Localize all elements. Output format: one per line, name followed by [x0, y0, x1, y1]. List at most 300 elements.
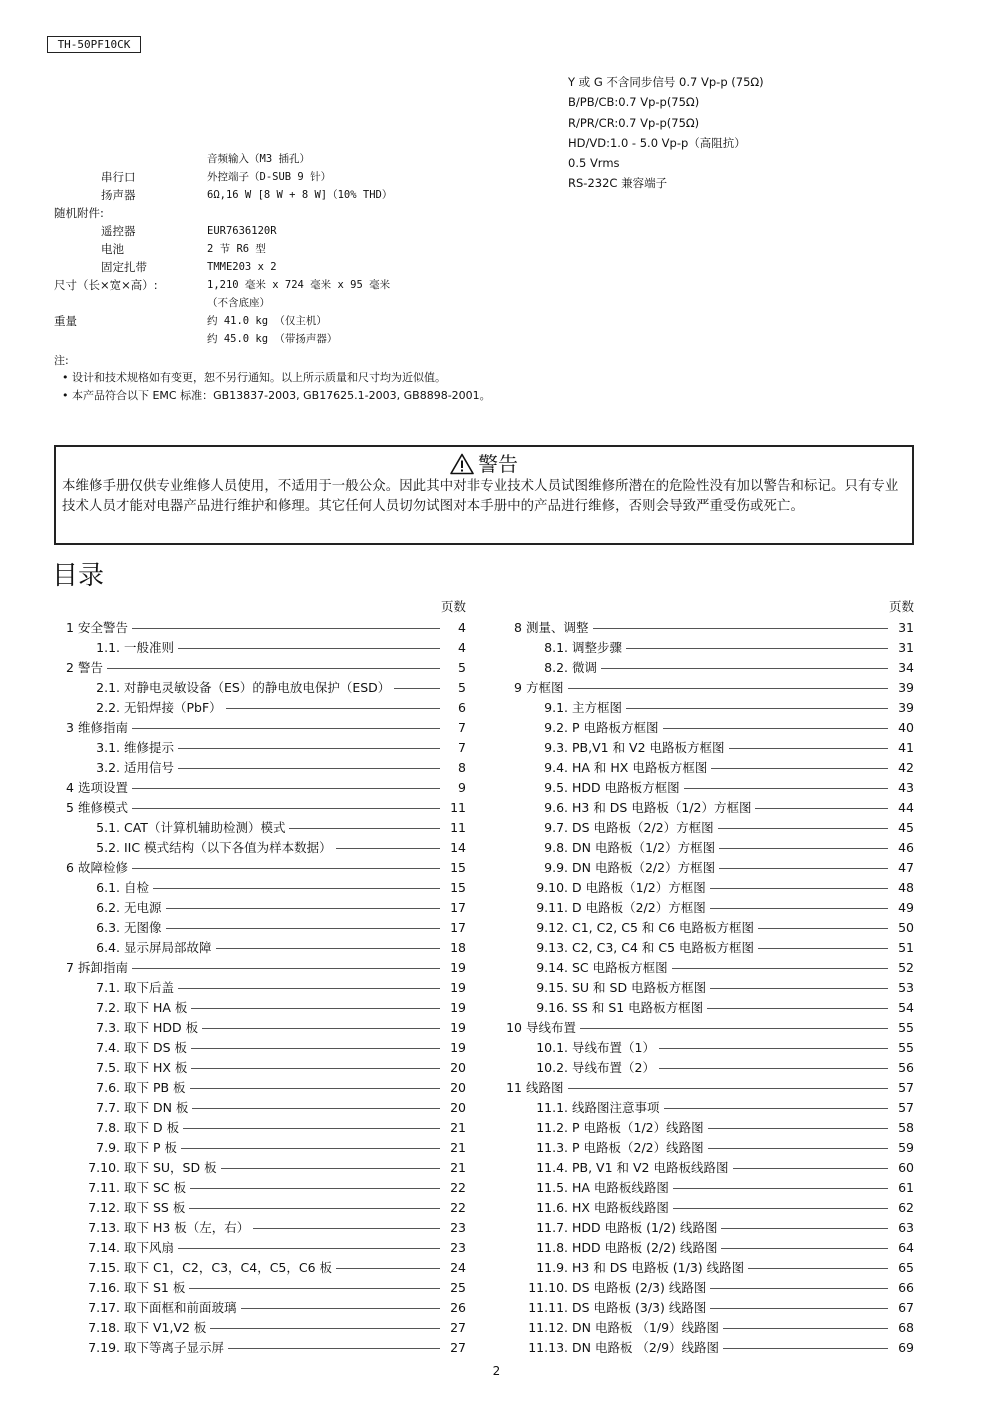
- toc-leader-line: [132, 728, 440, 729]
- toc-entry-title: 选项设置: [78, 780, 129, 795]
- toc-leader-line: [216, 948, 440, 949]
- toc-entry-page: 51: [898, 939, 914, 955]
- toc-entry[interactable]: [52, 1237, 466, 1257]
- warning-triangle-icon: [450, 453, 474, 475]
- toc-entry-page: 49: [898, 899, 914, 915]
- toc-entry-title: C2, C3, C4 和 C5 电路板方框图: [572, 940, 755, 955]
- toc-list: [500, 617, 914, 1357]
- toc-entry-title: 无铅焊接（PbF）: [124, 700, 222, 715]
- toc-entry-title: 维修指南: [78, 720, 129, 735]
- toc-entry[interactable]: [52, 717, 466, 737]
- toc-leader-line: [166, 928, 440, 929]
- toc-entry-number: 10: [506, 1019, 522, 1035]
- toc-entry[interactable]: [52, 637, 466, 657]
- toc-entry[interactable]: [52, 817, 466, 837]
- toc-entry[interactable]: [500, 637, 914, 657]
- toc-entry[interactable]: [52, 1197, 466, 1217]
- toc-entry[interactable]: [52, 1117, 466, 1137]
- toc-entry[interactable]: [52, 617, 466, 637]
- toc-leader-line: [710, 888, 888, 889]
- toc-entry[interactable]: [52, 1097, 466, 1117]
- toc-entry[interactable]: [500, 1217, 914, 1237]
- toc-entry-title: 自检: [124, 880, 150, 895]
- toc-entry-number: 11.11.: [528, 1299, 568, 1315]
- toc-entry[interactable]: [52, 877, 466, 897]
- toc-entry-page: 4: [458, 619, 466, 635]
- toc-entry-title: IIC 模式结构（以下各值为样本数据）: [124, 840, 332, 855]
- spec-label: 随机附件:: [54, 206, 104, 220]
- toc-entry-title: 一般准则: [124, 640, 175, 655]
- toc-entry-number: 5: [66, 799, 74, 815]
- toc-entry-page: 31: [898, 619, 914, 635]
- toc-entry[interactable]: [500, 617, 914, 637]
- spec-line: R/PR/CR:0.7 Vp-p(75Ω): [568, 115, 700, 130]
- toc-entry-title: SS 和 S1 电路板方框图: [572, 1000, 704, 1015]
- spec-value: 约 41.0 kg （仅主机）: [207, 315, 327, 327]
- toc-entry-page: 66: [898, 1279, 914, 1295]
- toc-entry[interactable]: [52, 1017, 466, 1037]
- toc-entry-page: 42: [898, 759, 914, 775]
- toc-entry-page: 65: [898, 1259, 914, 1275]
- toc-entry-number: 11.8.: [536, 1239, 568, 1255]
- toc-leader-line: [711, 768, 888, 769]
- toc-leader-line: [659, 1048, 888, 1049]
- toc-entry[interactable]: [500, 1157, 914, 1177]
- toc-entry[interactable]: [52, 1077, 466, 1097]
- toc-entry[interactable]: [52, 1037, 466, 1057]
- toc-entry-page: 59: [898, 1139, 914, 1155]
- toc-entry[interactable]: [500, 1257, 914, 1277]
- toc-entry-page: 63: [898, 1219, 914, 1235]
- toc-entry[interactable]: [500, 677, 914, 697]
- toc-leader-line: [664, 1108, 888, 1109]
- toc-leader-line: [748, 1268, 888, 1269]
- toc-entry-number: 7.5.: [96, 1059, 120, 1075]
- toc-leader-line: [210, 1328, 440, 1329]
- toc-leader-line: [723, 1348, 888, 1349]
- toc-entry-title: 导线布置: [526, 1020, 577, 1035]
- spec-value: 约 45.0 kg （带扬声器）: [207, 333, 338, 345]
- toc-entry-title: C1, C2, C5 和 C6 电路板方框图: [572, 920, 755, 935]
- spec-value: 1,210 毫米 x 724 毫米 x 95 毫米: [207, 279, 391, 291]
- toc-leader-line: [755, 808, 888, 809]
- toc-entry-title: 取下 DN 板: [124, 1100, 189, 1115]
- toc-entry-page: 61: [898, 1179, 914, 1195]
- toc-leader-line: [190, 1088, 440, 1089]
- toc-entry-title: DN 电路板（2/2）方框图: [572, 860, 716, 875]
- toc-leader-line: [189, 1208, 440, 1209]
- toc-entry[interactable]: [52, 1177, 466, 1197]
- toc-entry[interactable]: [52, 997, 466, 1017]
- toc-leader-line: [289, 828, 440, 829]
- toc-leader-line: [568, 688, 888, 689]
- toc-entry-number: 9.8.: [544, 839, 568, 855]
- spec-row: [54, 186, 654, 204]
- toc-entry-page: 46: [898, 839, 914, 855]
- toc-leader-line: [663, 728, 888, 729]
- toc-entry[interactable]: [52, 1317, 466, 1337]
- toc-entry-title: 线路图注意事项: [572, 1100, 660, 1115]
- toc-entry[interactable]: [52, 1337, 466, 1357]
- spec-line: Y 或 G 不含同步信号 0.7 Vp-p (75Ω): [568, 75, 764, 89]
- toc-leader-line: [394, 688, 440, 689]
- toc-leader-line: [336, 1268, 440, 1269]
- toc-entry-number: 2: [66, 659, 74, 675]
- toc-entry-number: 7.17.: [88, 1299, 120, 1315]
- toc-entry[interactable]: [52, 837, 466, 857]
- toc-leader-line: [580, 1028, 888, 1029]
- toc-entry-title: 无图像: [124, 920, 162, 935]
- toc-entry-title: HDD 电路板方框图: [572, 780, 680, 795]
- toc-entry[interactable]: [52, 737, 466, 757]
- toc-entry[interactable]: [500, 857, 914, 877]
- toc-entry-number: 11: [506, 1079, 522, 1095]
- toc-entry-title: 取下后盖: [124, 980, 175, 995]
- spec-row: [54, 222, 654, 240]
- toc-entry-title: 取下 S1 板: [124, 1280, 186, 1295]
- toc-entry-page: 20: [450, 1079, 466, 1095]
- toc-entry-page: 53: [898, 979, 914, 995]
- toc-leader-line: [178, 1248, 440, 1249]
- toc-entry-number: 7.2.: [96, 999, 120, 1015]
- toc-list: [52, 617, 466, 1357]
- toc-entry-page: 14: [450, 839, 466, 855]
- toc-entry-page: 21: [450, 1119, 466, 1135]
- toc-entry[interactable]: [500, 1237, 914, 1257]
- toc-entry-number: 9.16.: [536, 999, 568, 1015]
- toc-entry-number: 6.4.: [96, 939, 120, 955]
- toc-entry[interactable]: [52, 757, 466, 777]
- toc-leader-line: [659, 1068, 888, 1069]
- toc-leader-line: [192, 1108, 440, 1109]
- toc-entry-number: 6.3.: [96, 919, 120, 935]
- toc-entry-title: CAT（计算机辅助检测）模式: [124, 820, 286, 835]
- toc-leader-line: [719, 848, 888, 849]
- toc-entry-title: 取下 D 板: [124, 1120, 180, 1135]
- toc-leader-line: [226, 708, 440, 709]
- toc-leader-line: [181, 1148, 440, 1149]
- toc-entry-number: 2.1.: [96, 679, 120, 695]
- toc-leader-line: [684, 788, 888, 789]
- toc-entry-page: 21: [450, 1139, 466, 1155]
- toc-entry-page: 9: [458, 779, 466, 795]
- toc-entry-page: 19: [450, 979, 466, 995]
- toc-leader-line: [336, 848, 440, 849]
- toc-entry-page: 52: [898, 959, 914, 975]
- toc-entry-number: 7.14.: [88, 1239, 120, 1255]
- toc-entry-page: 23: [450, 1219, 466, 1235]
- toc-leader-line: [710, 1308, 888, 1309]
- note-item: • 本产品符合以下 EMC 标准：GB13837-2003, GB17625.1-2003, GB8898-2001。: [62, 389, 491, 402]
- toc-leader-line: [132, 788, 440, 789]
- toc-entry[interactable]: [52, 657, 466, 677]
- toc-entry[interactable]: [500, 997, 914, 1017]
- toc-entry-page: 21: [450, 1159, 466, 1175]
- toc-entry-page: 20: [450, 1059, 466, 1075]
- spec-label: 串行口: [101, 170, 136, 184]
- toc-entry[interactable]: [500, 877, 914, 897]
- toc-entry-title: 取下 HA 板: [124, 1000, 188, 1015]
- toc-entry[interactable]: [52, 897, 466, 917]
- toc-leader-line: [672, 968, 888, 969]
- spec-row: [54, 150, 654, 168]
- toc-leader-line: [178, 748, 440, 749]
- toc-entry[interactable]: [500, 837, 914, 857]
- toc-entry-number: 3: [66, 719, 74, 735]
- toc-entry-title: 线路图: [526, 1080, 564, 1095]
- toc-entry-title: 取下 H3 板（左，右）: [124, 1220, 250, 1235]
- toc-entry-number: 11.6.: [536, 1199, 568, 1215]
- toc-entry[interactable]: [500, 977, 914, 997]
- toc-entry-title: HX 电路板线路图: [572, 1200, 669, 1215]
- toc-entry-number: 9.4.: [544, 759, 568, 775]
- toc-entry-page: 45: [898, 819, 914, 835]
- toc-entry-page: 26: [450, 1299, 466, 1315]
- toc-entry-number: 4: [66, 779, 74, 795]
- toc-entry-title: 导线布置（2）: [572, 1060, 655, 1075]
- spec-line: HD/VD:1.0 - 5.0 Vp-p（高阻抗）: [568, 135, 746, 150]
- toc-entry-number: 9.14.: [536, 959, 568, 975]
- toc-entry-number: 11.3.: [536, 1139, 568, 1155]
- toc-entry-title: 微调: [572, 660, 598, 675]
- toc-entry-title: 取下 C1，C2，C3，C4，C5，C6 板: [124, 1260, 333, 1275]
- toc-entry-page: 19: [450, 999, 466, 1015]
- toc-leader-line: [707, 1008, 888, 1009]
- toc-entry[interactable]: [500, 1137, 914, 1157]
- toc-entry-number: 7.15.: [88, 1259, 120, 1275]
- toc-leader-line: [132, 868, 440, 869]
- toc-entry-number: 7.7.: [96, 1099, 120, 1115]
- toc-entry-page: 4: [458, 639, 466, 655]
- toc-leader-line: [568, 1088, 888, 1089]
- toc-entry-page: 50: [898, 919, 914, 935]
- toc-entry-title: H3 和 DS 电路板 (1/3) 线路图: [572, 1260, 745, 1275]
- toc-entry[interactable]: [52, 777, 466, 797]
- toc-entry-title: HA 电路板线路图: [572, 1180, 669, 1195]
- toc-leader-line: [626, 648, 888, 649]
- spec-label: 尺寸（长×宽×高）:: [54, 278, 158, 292]
- toc-entry-title: 取下等离子显示屏: [124, 1340, 225, 1355]
- toc-entry-number: 3.2.: [96, 759, 120, 775]
- toc-entry-number: 11.5.: [536, 1179, 568, 1195]
- toc-entry[interactable]: [500, 817, 914, 837]
- toc-entry-page: 44: [898, 799, 914, 815]
- toc-entry-title: 测量、调整: [526, 620, 589, 635]
- toc-entry[interactable]: [500, 1017, 914, 1037]
- toc-entry-title: P 电路板（1/2）线路图: [572, 1120, 704, 1135]
- toc-entry[interactable]: [52, 1257, 466, 1277]
- toc-leader-line: [189, 1288, 440, 1289]
- toc-entry-title: DN 电路板 （2/9）线路图: [572, 1340, 720, 1355]
- toc-entry-number: 9.3.: [544, 739, 568, 755]
- toc-entry[interactable]: [52, 917, 466, 937]
- toc-entry-page: 69: [898, 1339, 914, 1355]
- toc-entry[interactable]: [500, 1177, 914, 1197]
- toc-entry-page: 62: [898, 1199, 914, 1215]
- toc-entry-number: 5.2.: [96, 839, 120, 855]
- toc-entry[interactable]: [52, 1137, 466, 1157]
- toc-column-left: [52, 597, 466, 1357]
- toc-leader-line: [758, 928, 888, 929]
- toc-entry[interactable]: [500, 797, 914, 817]
- toc-entry[interactable]: [500, 917, 914, 937]
- toc-entry[interactable]: [52, 697, 466, 717]
- toc-entry-page: 11: [450, 799, 466, 815]
- toc-entry-title: 取下面框和前面玻璃: [124, 1300, 237, 1315]
- toc-entry-page: 5: [458, 679, 466, 695]
- toc-entry[interactable]: [500, 757, 914, 777]
- toc-entry-page: 57: [898, 1079, 914, 1095]
- toc-entry-number: 9.15.: [536, 979, 568, 995]
- toc-leader-line: [153, 888, 440, 889]
- toc-entry-number: 6: [66, 859, 74, 875]
- toc-entry[interactable]: [500, 1337, 914, 1357]
- toc-entry[interactable]: [52, 857, 466, 877]
- toc-entry-page: 6: [458, 699, 466, 715]
- toc-entry[interactable]: [52, 797, 466, 817]
- spec-row: [54, 168, 654, 186]
- toc-entry-title: 警告: [78, 660, 104, 675]
- toc-entry-page: 11: [450, 819, 466, 835]
- toc-entry[interactable]: [500, 1037, 914, 1057]
- toc-entry-page: 68: [898, 1319, 914, 1335]
- toc-entry-title: 安全警告: [78, 620, 129, 635]
- toc-entry-number: 9.13.: [536, 939, 568, 955]
- toc-entry-number: 7.11.: [88, 1179, 120, 1195]
- toc-entry[interactable]: [52, 1157, 466, 1177]
- toc-entry-title: 取下 SS 板: [124, 1200, 186, 1215]
- toc-entry-title: D 电路板（1/2）方框图: [572, 880, 706, 895]
- toc-entry-title: DN 电路板 （1/9）线路图: [572, 1320, 720, 1335]
- toc-entry-page: 17: [450, 919, 466, 935]
- toc-entry-page: 67: [898, 1299, 914, 1315]
- toc-entry-page: 24: [450, 1259, 466, 1275]
- toc-entry-page: 20: [450, 1099, 466, 1115]
- toc-entry-number: 9: [514, 679, 522, 695]
- toc-entry[interactable]: [52, 1297, 466, 1317]
- toc-entry-number: 11.9.: [536, 1259, 568, 1275]
- toc-entry-title: SU 和 SD 电路板方框图: [572, 980, 707, 995]
- toc-entry-title: H3 和 DS 电路板（1/2）方框图: [572, 800, 752, 815]
- toc-entry-title: 取下风扇: [124, 1240, 175, 1255]
- toc-entry[interactable]: [500, 1197, 914, 1217]
- toc-leader-line: [221, 1168, 440, 1169]
- toc-entry[interactable]: [500, 1297, 914, 1317]
- toc-entry[interactable]: [500, 697, 914, 717]
- toc-entry[interactable]: [500, 1277, 914, 1297]
- toc-entry-title: 取下 SC 板: [124, 1180, 187, 1195]
- spec-row: [54, 258, 654, 276]
- toc-entry-title: 取下 P 板: [124, 1140, 177, 1155]
- toc-leader-line: [708, 1148, 888, 1149]
- toc-leader-line: [178, 988, 440, 989]
- spec-table: [54, 150, 654, 348]
- toc-entry-number: 7.8.: [96, 1119, 120, 1135]
- toc-page-header: 页数: [440, 599, 466, 614]
- spec-value: （不含底座）: [207, 297, 270, 309]
- spec-line: B/PB/CB:0.7 Vp-p(75Ω): [568, 95, 700, 110]
- spec-row: [54, 240, 654, 258]
- toc-leader-line: [191, 1008, 440, 1009]
- spec-label: 遥控器: [101, 224, 136, 238]
- notes-title: 注:: [54, 354, 69, 367]
- toc-leader-line: [593, 628, 888, 629]
- toc-entry-number: 7.9.: [96, 1139, 120, 1155]
- toc-entry-page: 48: [898, 879, 914, 895]
- toc-leader-line: [241, 1308, 440, 1309]
- toc-leader-line: [626, 708, 888, 709]
- toc-entry[interactable]: [52, 937, 466, 957]
- toc-leader-line: [673, 1188, 888, 1189]
- toc-entry[interactable]: [52, 977, 466, 997]
- toc-entry-number: 5.1.: [96, 819, 120, 835]
- toc-entry-title: P 电路板方框图: [572, 720, 659, 735]
- toc-entry[interactable]: [500, 1317, 914, 1337]
- toc-entry-number: 7.18.: [88, 1319, 120, 1335]
- toc-entry[interactable]: [500, 717, 914, 737]
- toc-entry-page: 39: [898, 679, 914, 695]
- toc-entry-number: 1.1.: [96, 639, 120, 655]
- toc-entry-number: 10.2.: [536, 1059, 568, 1075]
- note-item: • 设计和技术规格如有变更，恕不另行通知。以上所示质量和尺寸均为近似值。: [62, 371, 446, 384]
- toc-entry[interactable]: [500, 1057, 914, 1077]
- model-number: TH-50PF10CK: [47, 36, 141, 53]
- spec-row: [54, 276, 654, 294]
- toc-entry[interactable]: [500, 737, 914, 757]
- toc-entry[interactable]: [500, 657, 914, 677]
- spec-row: [54, 312, 654, 330]
- toc-leader-line: [191, 1048, 440, 1049]
- toc-entry[interactable]: [500, 1077, 914, 1097]
- toc-entry-title: 取下 HDD 板: [124, 1020, 199, 1035]
- toc-entry[interactable]: [500, 1097, 914, 1117]
- toc-entry-number: 7: [66, 959, 74, 975]
- toc-entry-number: 8.2.: [544, 659, 568, 675]
- toc-entry-number: 3.1.: [96, 739, 120, 755]
- notes: [54, 352, 491, 405]
- toc-entry[interactable]: [52, 1277, 466, 1297]
- toc-leader-line: [733, 1168, 889, 1169]
- toc-entry-number: 6.1.: [96, 879, 120, 895]
- toc-entry[interactable]: [52, 957, 466, 977]
- spec-value: 音频输入（M3 插孔）: [207, 153, 310, 165]
- toc-entry-number: 7.4.: [96, 1039, 120, 1055]
- toc-leader-line: [132, 628, 440, 629]
- toc-entry-title: P 电路板（2/2）线路图: [572, 1140, 704, 1155]
- toc-entry[interactable]: [500, 897, 914, 917]
- toc-entry[interactable]: [500, 957, 914, 977]
- toc-entry[interactable]: [500, 1117, 914, 1137]
- toc-leader-line: [719, 868, 888, 869]
- spec-value: 6Ω,16 W [8 W + 8 W]（10% THD）: [207, 189, 393, 201]
- toc-entry-page: 43: [898, 779, 914, 795]
- toc-entry-title: 主方框图: [572, 700, 623, 715]
- toc-entry-number: 11.4.: [536, 1159, 568, 1175]
- toc-entry-page: 41: [898, 739, 914, 755]
- toc-entry[interactable]: [52, 1057, 466, 1077]
- toc-entry-page: 5: [458, 659, 466, 675]
- toc-entry[interactable]: [52, 1217, 466, 1237]
- warning-heading: [56, 447, 912, 477]
- spec-label: 扬声器: [101, 188, 136, 202]
- toc-leader-line: [202, 1028, 440, 1029]
- toc-entry[interactable]: [500, 937, 914, 957]
- toc-entry[interactable]: [52, 677, 466, 697]
- toc-entry-page: 31: [898, 639, 914, 655]
- toc-leader-line: [253, 1228, 440, 1229]
- toc-entry[interactable]: [500, 777, 914, 797]
- toc-entry-number: 7.3.: [96, 1019, 120, 1035]
